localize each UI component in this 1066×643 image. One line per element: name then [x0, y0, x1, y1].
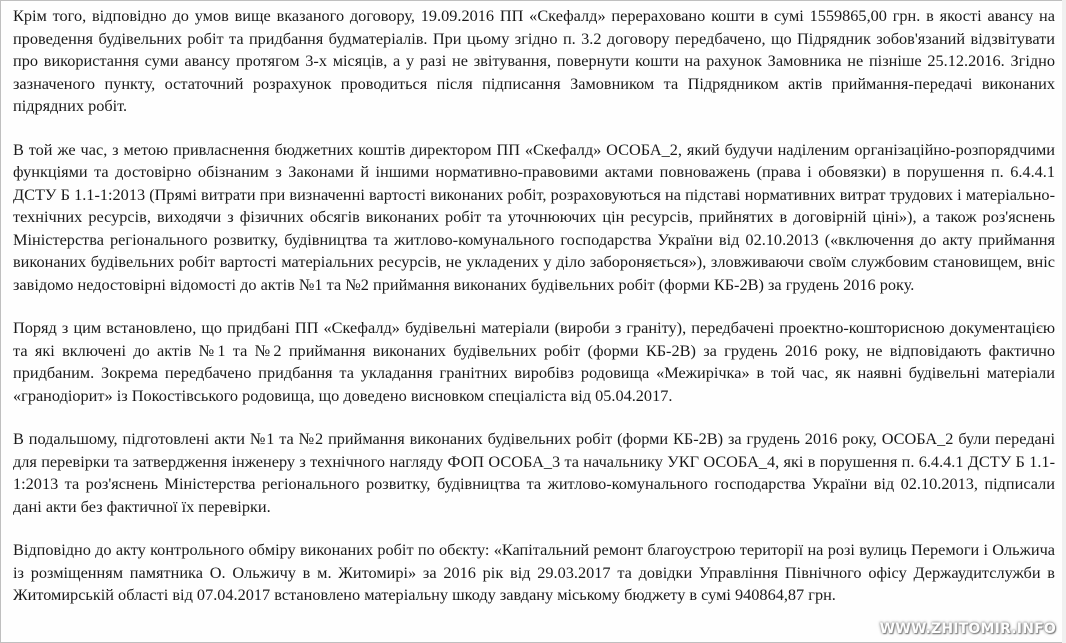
scrollbar[interactable]: [1062, 0, 1066, 643]
paragraph-materials-mismatch: Поряд з цим встановлено, що придбані ПП «Скефалд» будівельні матеріали (вироби з граніту), передбачені проектно-кошторисною документацією та які включені до актів №1 та №2 приймання виконаних будівельних робіт (форми КБ-2В) за грудень 2016 року, не відповідають фактично придбаним. Зокрема передбачено придбання та укладання гранітних виробівз родовища «Межирічка» в той час, як наявні будівельні матеріали «гранодіорит» із Покостівського родовища, що доведено висновком спеціаліста від 05.04.2017.: [13, 318, 1055, 405]
paragraph-advance-payment: Крім того, відповідно до умов вище вказаного договору, 19.09.2016 ПП «Скефалд» перераховано кошти в сумі 1559865,00 грн. в якості авансу на проведення будівельних робіт та придбання будматеріалів. При цьому згідно п. 3.2 договору передбачено, що Підрядник зобов'язаний відзвітувати про використання суми авансу протягом 3-х місяців, а у разі не звітування, повернути кошти на рахунок Замовника не пізніше 25.12.2016. Згідно зазначеного пункту, остаточний розрахунок проводиться після підписання Замовником та Підрядником актів приймання-передачі виконаних підрядних робіт.: [13, 6, 1055, 115]
site-watermark: WWW.ZHITOMIR.INFO: [879, 621, 1056, 637]
document-body: [13, 5, 1055, 628]
paragraph-false-records: В той же час, з метою привласнення бюджетних коштів директором ПП «Скефалд» ОСОБА_2, який будучи наділеним організаційно-розпорядчими функціями та достовірно обізнаним з Законами й іншими нормативно-правовими актами повноважень (права і обовязки) в порушення п. 6.4.4.1 ДСТУ Б 1.1-1:2013 (Прямі витрати при визначенні вартості виконаних робіт, розраховуються на підставі нормативних витрат трудових і матеріально-технічних ресурсів, виходячи з фізичних обсягів виконаних робіт та уточнюючих цін ресурсів, прийнятих в договірній ціні»), а також роз'яснень Міністерства регіонального розвитку, будівництва та житлово-комунального господарства України від 02.10.2013 («включення до акту приймання виконаних будівельних робіт вартості матеріальних ресурсів, не укладених у діло забороняється»), зловживаючи своїм службовим становищем, вніс завідомо недостовірні відомості до актів №1 та №2 приймання виконаних будівельних робіт (форми КБ-2В) за грудень 2016 року.: [13, 139, 1055, 294]
paragraph-acts-signed: В подальшому, підготовлені акти №1 та №2 приймання виконаних будівельних робіт (форми КБ-2В) за грудень 2016 року, ОСОБА_2 були передані для перевірки та затвердження інженеру з технічного нагляду ФОП ОСОБА_3 та начальнику УКГ ОСОБА_4, які в порушення п. 6.4.4.1 ДСТУ Б 1.1-1:2013 та роз'яснень Міністерства регіонального розвитку, будівництва та житлово-комунального господарства України від 02.10.2013, підписали дані акти без фактичної їх перевірки.: [13, 429, 1055, 516]
paragraph-damage-amount: Відповідно до акту контрольного обміру виконаних робіт по обєкту: «Капітальний ремонт благоустрою території на розі вулиць Перемоги і Ольжича із розміщенням памятника О. Ольжичу в м. Житомирі» за 2016 рік від 29.03.2017 та довідки Управління Північного офісу Держаудитслужби в Житомирській області від 07.04.2017 встановлено матеріальну шкоду завдану міському бюджету в сумі 940864,87 грн.: [13, 540, 1055, 604]
